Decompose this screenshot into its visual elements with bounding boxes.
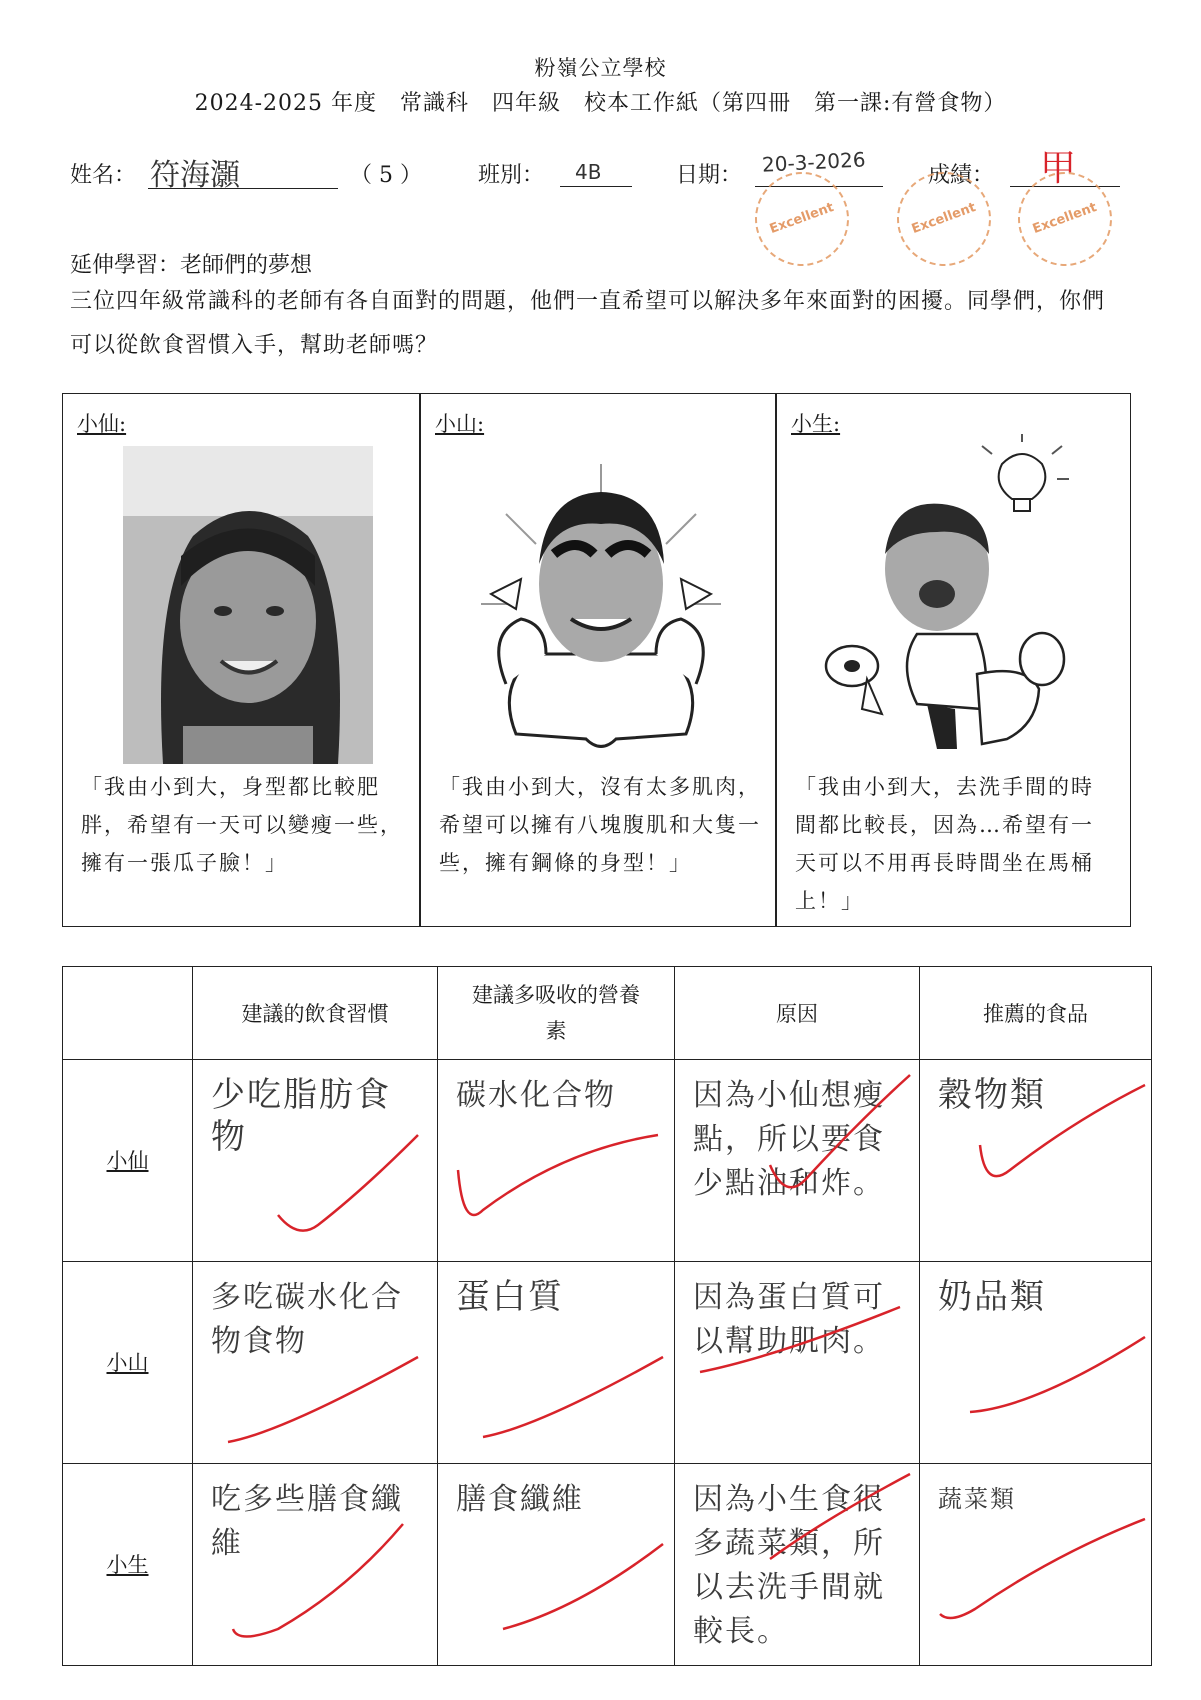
teacher-quote: 「我由小到大，去洗手間的時間都比較長，因為…希望有一天可以不用再長時間坐在馬桶上！」 xyxy=(795,775,1094,913)
answer-food[interactable] xyxy=(920,1261,1152,1463)
teacher-photo-xiaoxian xyxy=(123,446,373,764)
answer-habit[interactable] xyxy=(193,1261,438,1463)
table-row xyxy=(63,1463,1152,1665)
answer-nutrient[interactable] xyxy=(438,1059,675,1261)
row-label: 小仙 xyxy=(63,1059,193,1261)
teacher-photo-xiaoshan xyxy=(476,454,726,754)
check-mark-icon xyxy=(765,1070,915,1210)
class-value: 4B xyxy=(575,160,602,184)
check-mark-icon xyxy=(498,1539,668,1639)
excellent-stamp: Excellent xyxy=(884,159,1004,279)
answer-text: 因為蛋白質可以幫助肌肉。 xyxy=(693,1279,885,1359)
table-row xyxy=(63,1059,1152,1261)
answer-habit[interactable] xyxy=(193,1059,438,1261)
check-mark-icon xyxy=(695,1302,905,1382)
name-value: 符海灝 xyxy=(150,158,240,193)
worksheet-subtitle: 2024-2025 年度 常識科 四年級 校本工作紙（第四冊 第一課:有營食物） xyxy=(194,91,1007,116)
answer-text: 多吃碳水化合物食物 xyxy=(211,1279,403,1359)
answer-text: 因為小仙想瘦點，所以要食少點油和炸。 xyxy=(693,1077,885,1201)
check-mark-icon xyxy=(935,1514,1150,1624)
answer-text: 蛋白質 xyxy=(456,1276,564,1317)
answer-habit[interactable] xyxy=(193,1463,438,1665)
name-underline xyxy=(148,188,338,189)
row-label: 小生 xyxy=(63,1463,193,1665)
table-corner-cell xyxy=(63,967,193,1060)
teacher-name: 小山: xyxy=(435,412,485,436)
answer-table xyxy=(62,966,1152,1666)
answer-reason[interactable] xyxy=(675,1261,920,1463)
answer-text: 碳水化合物 xyxy=(456,1077,616,1113)
teacher-name: 小仙: xyxy=(77,412,127,436)
answer-text: 奶品類 xyxy=(938,1276,1046,1317)
excellent-stamp: Excellent xyxy=(1005,159,1125,279)
answer-reason[interactable] xyxy=(675,1059,920,1261)
teacher-box-xiaoshan xyxy=(420,393,776,927)
check-mark-icon xyxy=(975,1080,1150,1190)
class-underline xyxy=(560,186,632,187)
teacher-name: 小生: xyxy=(791,412,841,436)
answer-text: 膳食纖維 xyxy=(456,1481,584,1517)
teacher-quote: 「我由小到大，身型都比較肥胖，希望有一天可以變瘦一些，擁有一張瓜子臉！」 xyxy=(81,775,403,875)
answer-text: 吃多些膳食纖維 xyxy=(211,1481,403,1561)
date-label: 日期： xyxy=(676,163,743,188)
header-food: 推薦的食品 xyxy=(920,967,1152,1060)
answer-nutrient[interactable] xyxy=(438,1261,675,1463)
answer-text: 蔬菜類 xyxy=(938,1484,1016,1513)
header-reason: 原因 xyxy=(675,967,920,1060)
answer-text: 少吃脂肪食物 xyxy=(211,1074,391,1157)
check-mark-icon xyxy=(478,1352,668,1447)
extension-body: 三位四年級常識科的老師有各自面對的問題，他們一直希望可以解決多年來面對的困擾。同學們，你們可以從飲食習慣入手，幫助老師嗎？ xyxy=(70,289,1106,358)
teacher-box-xiaosheng xyxy=(776,393,1131,927)
table-row xyxy=(63,1261,1152,1463)
answer-text: 穀物類 xyxy=(938,1074,1046,1115)
answer-food[interactable] xyxy=(920,1463,1152,1665)
check-mark-icon xyxy=(223,1352,423,1452)
teacher-quote: 「我由小到大，沒有太多肌肉，希望可以擁有八塊腹肌和大隻一些，擁有鋼條的身型！」 xyxy=(439,775,761,875)
grade-label: 成績： xyxy=(928,163,995,188)
answer-text: 因為小生食很多蔬菜類，所以去洗手間就較長。 xyxy=(693,1481,885,1649)
header-habit: 建議的飲食習慣 xyxy=(193,967,438,1060)
grade-value: 甲 xyxy=(1040,148,1077,189)
class-label: 班別： xyxy=(478,163,545,188)
check-mark-icon xyxy=(965,1332,1150,1422)
excellent-stamp: Excellent xyxy=(742,159,862,279)
check-mark-icon xyxy=(453,1130,663,1240)
date-value: 20-3-2026 xyxy=(761,147,867,177)
school-name: 粉嶺公立學校 xyxy=(534,56,667,80)
class-number: （ 5 ） xyxy=(350,163,422,188)
name-label: 姓名： xyxy=(70,163,137,188)
row-label: 小山 xyxy=(63,1261,193,1463)
answer-nutrient[interactable] xyxy=(438,1463,675,1665)
teacher-photo-xiaosheng xyxy=(807,434,1107,764)
answer-food[interactable] xyxy=(920,1059,1152,1261)
header-nutrient: 建議多吸收的營養素 xyxy=(438,967,675,1060)
check-mark-icon xyxy=(273,1130,423,1240)
teacher-box-xiaoxian xyxy=(62,393,420,927)
check-mark-icon xyxy=(228,1519,408,1644)
check-mark-icon xyxy=(765,1469,915,1569)
extension-title: 延伸學習：老師們的夢想 xyxy=(70,253,313,278)
answer-reason[interactable] xyxy=(675,1463,920,1665)
